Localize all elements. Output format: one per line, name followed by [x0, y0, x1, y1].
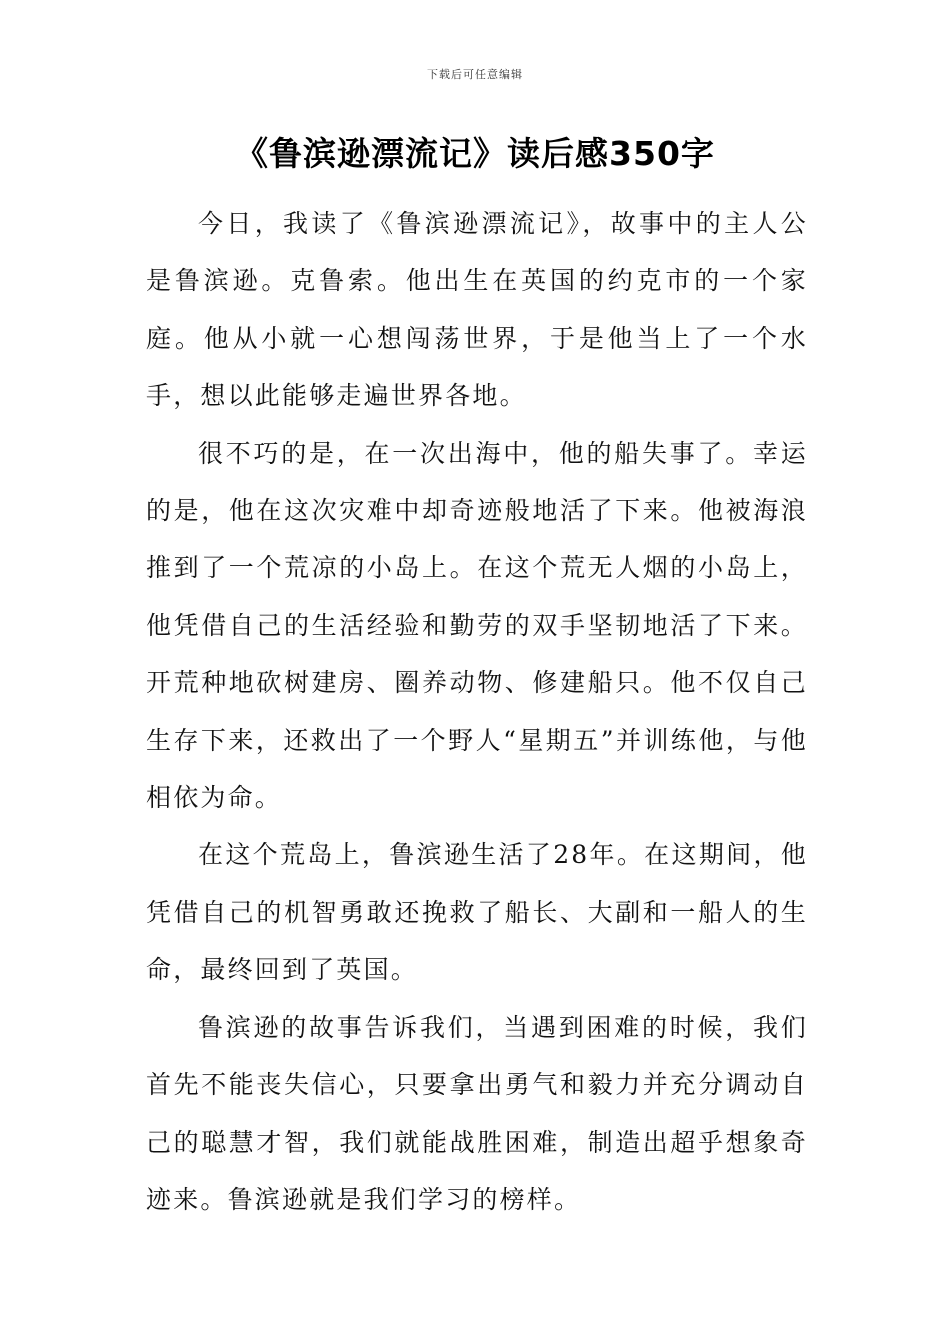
- document-body: [146, 195, 808, 1228]
- paragraph-3: 在这个荒岛上，鲁滨逊生活了28年。在这期间，他凭借自己的机智勇敢还挽救了船长、大副和一船人的生命，最终回到了英国。: [146, 840, 808, 985]
- paragraph-2: 很不巧的是，在一次出海中，他的船失事了。幸运的是，他在这次灾难中却奇迹般地活了下来。他被海浪推到了一个荒凉的小岛上。在这个荒无人烟的小岛上，他凭借自己的生活经验和勤劳的双手坚韧地活了下来。开荒种地砍树建房、圈养动物、修建船只。他不仅自己生存下来，还救出了一个野人“星期五”并训练他，与他相依为命。: [146, 438, 808, 813]
- paragraph-1: 今日，我读了《鲁滨逊漂流记》，故事中的主人公是鲁滨逊。克鲁索。他出生在英国的约克市的一个家庭。他从小就一心想闯荡世界，于是他当上了一个水手，想以此能够走遍世界各地。: [146, 209, 808, 411]
- paragraph-4: 鲁滨逊的故事告诉我们，当遇到困难的时候，我们首先不能丧失信心，只要拿出勇气和毅力并充分调动自己的聪慧才智，我们就能战胜困难，制造出超乎想象奇迹来。鲁滨逊就是我们学习的榜样。: [146, 1012, 808, 1214]
- document-title: 《鲁滨逊漂流记》读后感350字: [235, 134, 715, 173]
- header-note: 下载后可任意编辑: [427, 68, 523, 81]
